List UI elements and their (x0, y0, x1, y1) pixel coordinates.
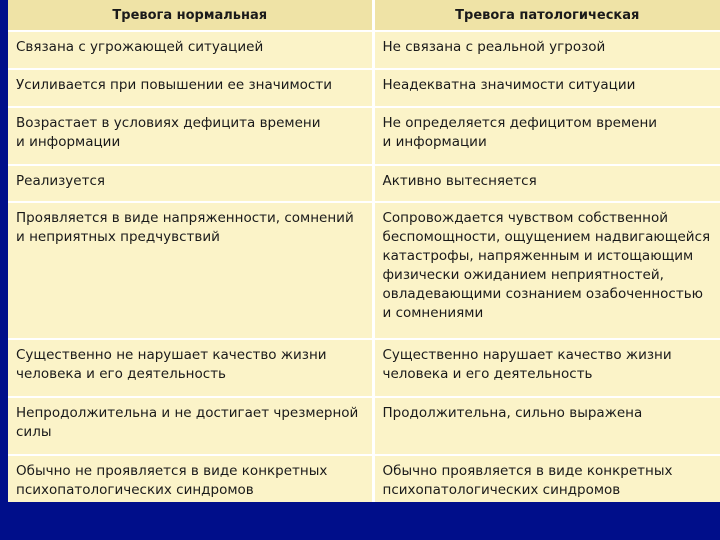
cell-text: и сомнениями (382, 305, 484, 321)
cell-text: Возрастает в условиях дефицита времени (16, 115, 321, 131)
cell-text: овладевающими сознанием озабоченностью (382, 286, 704, 302)
cell-text: и неприятных предчувствий (16, 229, 220, 245)
cell-text: и информации (382, 134, 487, 150)
table-header-row (8, 0, 720, 31)
table-row (8, 31, 720, 69)
pathological-cell (373, 165, 720, 202)
pathological-cell (373, 339, 720, 397)
normal-cell (8, 31, 373, 69)
cell-text: человека и его деятельность (16, 366, 227, 382)
cell-text: Не определяется дефицитом времени (382, 115, 658, 131)
anxiety-comparison-table (8, 0, 720, 502)
pathological-cell (373, 202, 720, 339)
cell-text: Обычно проявляется в виде конкретных (382, 463, 673, 479)
pathological-cell (373, 455, 720, 502)
table-row (8, 455, 720, 502)
cell-text: Непродолжительна и не достигает чрезмерной (16, 405, 359, 421)
pathological-cell (373, 107, 720, 165)
cell-text: Связана с угрожающей ситуацией (16, 39, 264, 55)
cell-text: катастрофы, напряженным и истощающим (382, 248, 694, 264)
pathological-cell (373, 69, 720, 107)
header-normal-anxiety: Тревога нормальная (8, 0, 373, 31)
normal-cell (8, 455, 373, 502)
cell-text: Продолжительна, сильно выражена (382, 405, 643, 421)
pathological-cell (373, 397, 720, 455)
cell-text: психопатологических синдромов (382, 482, 621, 498)
normal-cell (8, 165, 373, 202)
cell-text: Сопровождается чувством собственной (382, 210, 668, 226)
normal-cell (8, 397, 373, 455)
table-row (8, 397, 720, 455)
cell-text: силы (16, 424, 52, 440)
normal-cell (8, 69, 373, 107)
cell-text: и информации (16, 134, 121, 150)
cell-text: Усиливается при повышении ее значимости (16, 77, 332, 93)
header-pathological-anxiety: Тревога патологическая (373, 0, 720, 31)
table-row (8, 69, 720, 107)
cell-text: Активно вытесняется (382, 173, 537, 189)
normal-cell (8, 339, 373, 397)
cell-text: Существенно не нарушает качество жизни (16, 347, 327, 363)
cell-text: физически ожиданием неприятностей, (382, 267, 664, 283)
comparison-table-container (8, 0, 720, 502)
normal-cell (8, 202, 373, 339)
cell-text: Не связана с реальной угрозой (382, 39, 606, 55)
normal-cell (8, 107, 373, 165)
table-row (8, 107, 720, 165)
cell-text: психопатологических синдромов (16, 482, 254, 498)
table-row (8, 339, 720, 397)
cell-text: Обычно не проявляется в виде конкретных (16, 463, 328, 479)
cell-text: Неадекватна значимости ситуации (382, 77, 636, 93)
table-row (8, 202, 720, 339)
cell-text: Существенно нарушает качество жизни (382, 347, 672, 363)
cell-text: беспомощности, ощущением надвигающейся (382, 229, 711, 245)
pathological-cell (373, 31, 720, 69)
cell-text: Реализуется (16, 173, 106, 189)
table-row (8, 165, 720, 202)
cell-text: человека и его деятельность (382, 366, 593, 382)
cell-text: Проявляется в виде напряженности, сомнений (16, 210, 354, 226)
